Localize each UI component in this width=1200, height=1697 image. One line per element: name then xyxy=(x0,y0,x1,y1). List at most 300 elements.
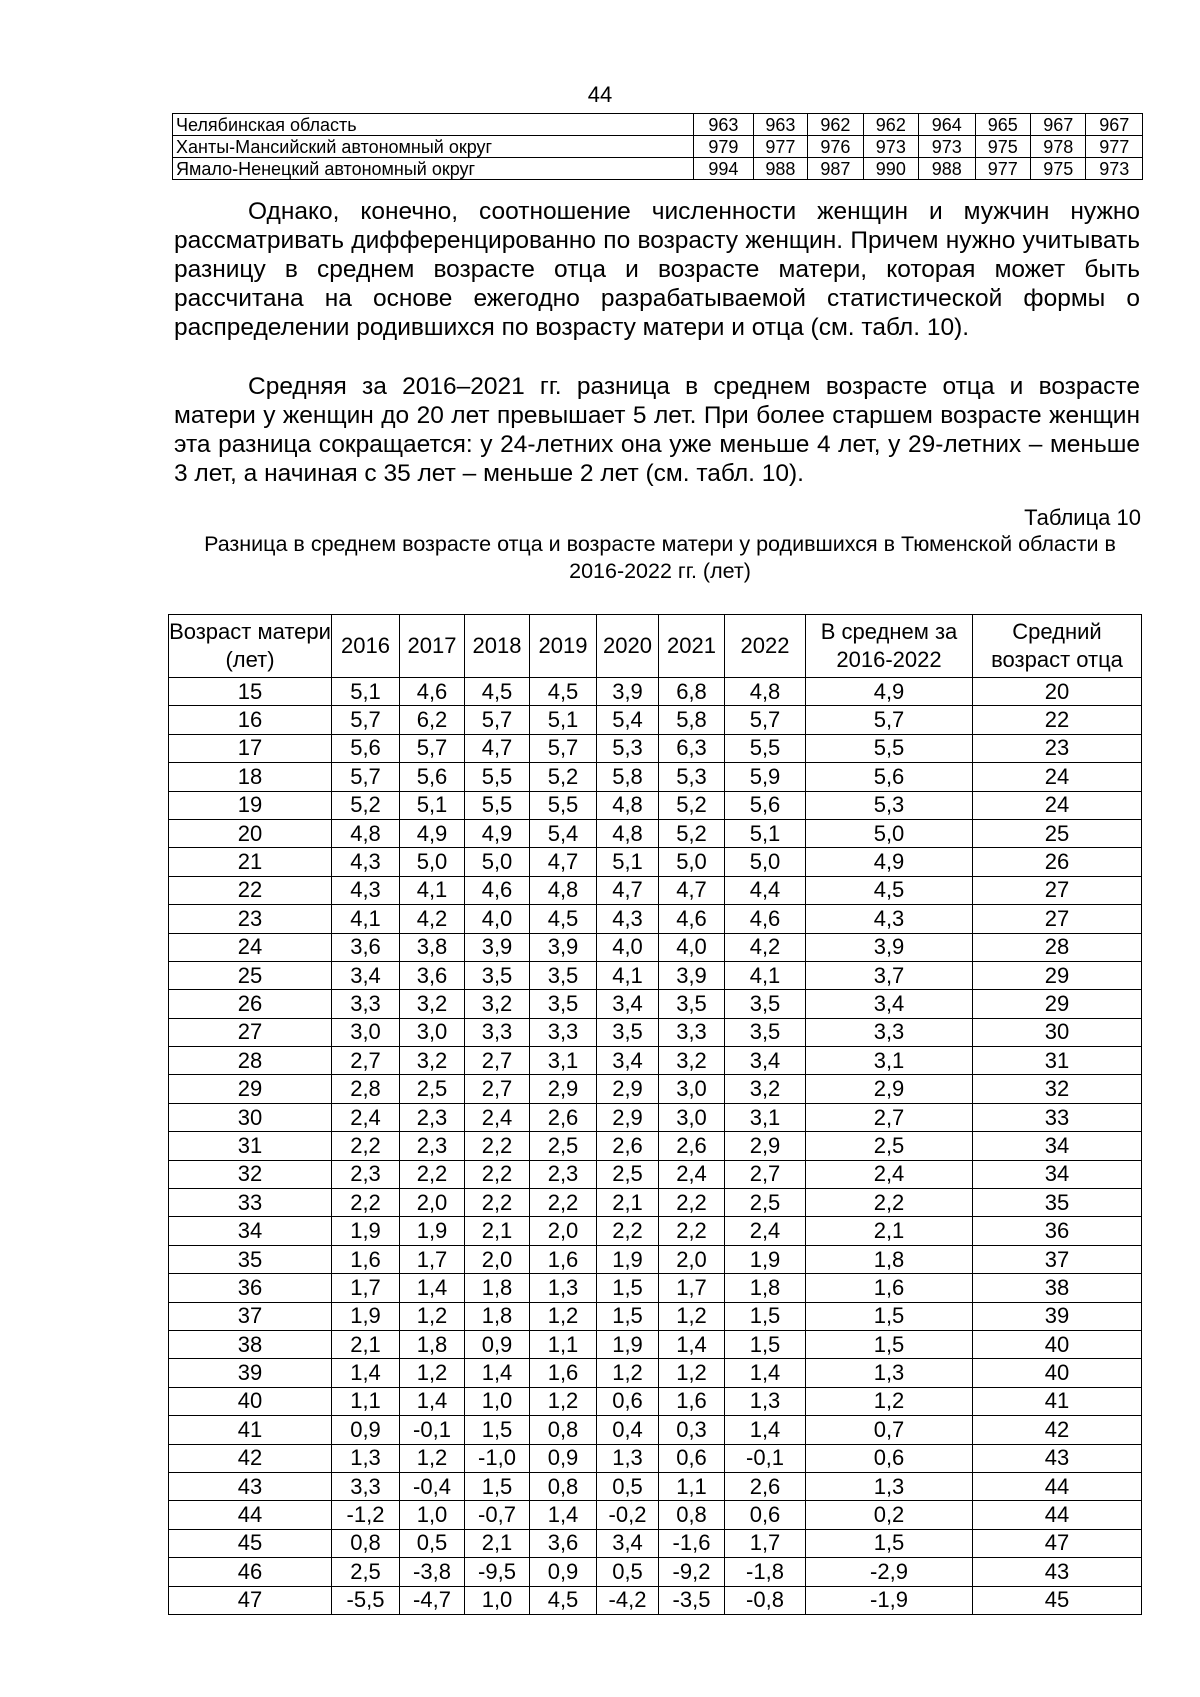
table-cell: 1,1 xyxy=(659,1472,725,1500)
table-cell: 1,9 xyxy=(597,1330,659,1358)
column-header: Средний возраст отца xyxy=(973,615,1142,678)
table-cell: 1,6 xyxy=(332,1245,400,1273)
table-cell: 1,4 xyxy=(659,1330,725,1358)
table-cell: 2,7 xyxy=(332,1047,400,1075)
region-value-cell: 973 xyxy=(1086,158,1143,180)
table-row xyxy=(169,1217,1142,1245)
table-row xyxy=(169,905,1142,933)
table-cell: 35 xyxy=(973,1189,1142,1217)
table-cell: 2,1 xyxy=(465,1529,530,1557)
mother-age-cell: 33 xyxy=(169,1189,332,1217)
table-cell: 0,7 xyxy=(806,1416,973,1444)
table-row xyxy=(169,1047,1142,1075)
table-cell: 1,5 xyxy=(597,1302,659,1330)
table-cell: 2,2 xyxy=(400,1160,465,1188)
table-cell: 2,1 xyxy=(806,1217,973,1245)
table-cell: 4,6 xyxy=(659,905,725,933)
table-cell: 3,4 xyxy=(597,1047,659,1075)
region-value-cell: 975 xyxy=(975,136,1030,158)
region-value-cell: 967 xyxy=(1031,114,1086,136)
table-cell: 2,4 xyxy=(725,1217,806,1245)
mother-age-cell: 40 xyxy=(169,1387,332,1415)
column-header: 2022 xyxy=(725,615,806,678)
table-row xyxy=(169,1245,1142,1273)
table-row xyxy=(169,1075,1142,1103)
table-cell: -0,7 xyxy=(465,1501,530,1529)
table-row xyxy=(169,1189,1142,1217)
table-cell: 1,3 xyxy=(530,1274,597,1302)
table-cell: -3,8 xyxy=(400,1558,465,1586)
table-cell: 5,0 xyxy=(465,848,530,876)
table-cell: 4,1 xyxy=(400,876,465,904)
table-cell: 1,6 xyxy=(530,1245,597,1273)
table-cell: 1,3 xyxy=(597,1444,659,1472)
table-cell: 4,6 xyxy=(725,905,806,933)
table-cell: 1,9 xyxy=(400,1217,465,1245)
table-cell: 31 xyxy=(973,1047,1142,1075)
mother-age-cell: 18 xyxy=(169,763,332,791)
table-cell: -1,6 xyxy=(659,1529,725,1557)
region-value-cell: 979 xyxy=(694,136,754,158)
table-number: Таблица 10 xyxy=(1024,505,1141,530)
table-cell: 1,4 xyxy=(400,1387,465,1415)
mother-age-cell: 20 xyxy=(169,819,332,847)
table-cell: 4,3 xyxy=(332,876,400,904)
table-cell: 0,5 xyxy=(597,1472,659,1500)
table-cell: 2,1 xyxy=(332,1330,400,1358)
table-cell: -0,8 xyxy=(725,1586,806,1614)
table-cell: 33 xyxy=(973,1103,1142,1131)
table-row xyxy=(169,791,1142,819)
table-cell: 1,4 xyxy=(400,1274,465,1302)
table-cell: 1,2 xyxy=(659,1359,725,1387)
table-cell: 1,9 xyxy=(725,1245,806,1273)
table-cell: 2,4 xyxy=(332,1103,400,1131)
table-cell: 5,7 xyxy=(400,734,465,762)
table-cell: 3,9 xyxy=(597,678,659,706)
table-cell: 20 xyxy=(973,678,1142,706)
table-cell: 3,4 xyxy=(806,990,973,1018)
table-cell: 3,0 xyxy=(659,1103,725,1131)
table-cell: 5,2 xyxy=(659,819,725,847)
table-cell: 3,5 xyxy=(659,990,725,1018)
region-value-cell: 977 xyxy=(753,136,807,158)
table-cell: -0,1 xyxy=(725,1444,806,1472)
region-value-cell: 975 xyxy=(1031,158,1086,180)
table-cell: 2,0 xyxy=(530,1217,597,1245)
table-cell: 3,5 xyxy=(725,990,806,1018)
mother-age-cell: 36 xyxy=(169,1274,332,1302)
table-cell: 4,8 xyxy=(597,791,659,819)
table-cell: 5,7 xyxy=(332,763,400,791)
table-cell: 2,2 xyxy=(806,1189,973,1217)
table-cell: 26 xyxy=(973,848,1142,876)
table-cell: 3,1 xyxy=(530,1047,597,1075)
region-name: Ямало-Ненецкий автономный округ xyxy=(173,158,694,180)
mother-age-cell: 23 xyxy=(169,905,332,933)
table-cell: 4,7 xyxy=(659,876,725,904)
table-cell: 3,5 xyxy=(530,961,597,989)
table-cell: 2,9 xyxy=(597,1103,659,1131)
table-cell: 2,9 xyxy=(530,1075,597,1103)
region-value-cell: 988 xyxy=(753,158,807,180)
table-cell: 1,5 xyxy=(597,1274,659,1302)
table-cell: 5,7 xyxy=(725,706,806,734)
region-value-cell: 967 xyxy=(1086,114,1143,136)
mother-age-cell: 22 xyxy=(169,876,332,904)
table-cell: 1,8 xyxy=(465,1302,530,1330)
column-header: Возраст матери (лет) xyxy=(169,615,332,678)
table-cell: 1,2 xyxy=(400,1444,465,1472)
column-header: 2021 xyxy=(659,615,725,678)
region-value-cell: 977 xyxy=(1086,136,1143,158)
table-cell: 3,8 xyxy=(400,933,465,961)
column-header: В среднем за 2016-2022 xyxy=(806,615,973,678)
mother-age-cell: 15 xyxy=(169,678,332,706)
table-cell: 1,5 xyxy=(465,1472,530,1500)
table-cell: 3,6 xyxy=(530,1529,597,1557)
table-cell: 23 xyxy=(973,734,1142,762)
mother-age-cell: 38 xyxy=(169,1330,332,1358)
table-row xyxy=(169,1529,1142,1557)
paragraph xyxy=(174,197,1140,342)
table-cell: 3,9 xyxy=(530,933,597,961)
table-cell: 5,2 xyxy=(530,763,597,791)
table-10 xyxy=(168,614,1142,1615)
column-header: 2019 xyxy=(530,615,597,678)
table-cell: 2,1 xyxy=(465,1217,530,1245)
table-cell: 3,5 xyxy=(725,1018,806,1046)
table-cell: 1,6 xyxy=(659,1387,725,1415)
table-cell: 4,8 xyxy=(597,819,659,847)
table-cell: 5,2 xyxy=(332,791,400,819)
table-cell: 1,4 xyxy=(332,1359,400,1387)
table-cell: 1,5 xyxy=(725,1330,806,1358)
table-cell: 3,4 xyxy=(725,1047,806,1075)
table-row xyxy=(169,734,1142,762)
column-header: 2016 xyxy=(332,615,400,678)
table-cell: 4,1 xyxy=(332,905,400,933)
table-cell: 5,5 xyxy=(725,734,806,762)
mother-age-cell: 42 xyxy=(169,1444,332,1472)
table-cell: 3,9 xyxy=(806,933,973,961)
table-cell: 4,6 xyxy=(400,678,465,706)
table-cell: 1,8 xyxy=(725,1274,806,1302)
table-cell: 4,3 xyxy=(597,905,659,933)
column-header: 2018 xyxy=(465,615,530,678)
paragraph-text: Средняя за 2016–2021 гг. разница в среднем возрасте отца и возрасте матери у женщин до 20 лет превышает 5 лет. При более старшем возрасте женщин эта разница сокращается: у 24-летних она уже меньше 4 лет, у 29-летних – меньше 3 лет, а начиная с 35 лет – меньше 2 лет (см. табл. 10). xyxy=(174,373,1140,487)
table-cell: 3,3 xyxy=(806,1018,973,1046)
table-cell: -0,4 xyxy=(400,1472,465,1500)
column-header: 2020 xyxy=(597,615,659,678)
table-cell: 3,1 xyxy=(725,1103,806,1131)
table-row xyxy=(169,1132,1142,1160)
table-row xyxy=(169,1444,1142,1472)
table-cell: 41 xyxy=(973,1387,1142,1415)
table-row xyxy=(169,1103,1142,1131)
table-cell: 1,2 xyxy=(659,1302,725,1330)
table-cell: 2,5 xyxy=(400,1075,465,1103)
table-cell: 5,0 xyxy=(725,848,806,876)
table-cell: 3,3 xyxy=(332,990,400,1018)
table-cell: 2,1 xyxy=(597,1189,659,1217)
table-cell: 1,3 xyxy=(725,1387,806,1415)
table-cell: 2,7 xyxy=(465,1075,530,1103)
table-cell: 3,6 xyxy=(400,961,465,989)
table-cell: 4,8 xyxy=(332,819,400,847)
table-cell: 1,4 xyxy=(465,1359,530,1387)
table-cell: 1,8 xyxy=(400,1330,465,1358)
table-cell: -4,7 xyxy=(400,1586,465,1614)
region-value-cell: 990 xyxy=(863,158,918,180)
table-cell: 4,8 xyxy=(725,678,806,706)
table-cell: 5,0 xyxy=(806,819,973,847)
table-cell: 1,0 xyxy=(465,1586,530,1614)
mother-age-cell: 29 xyxy=(169,1075,332,1103)
table-cell: 2,3 xyxy=(400,1103,465,1131)
table-cell: 2,0 xyxy=(465,1245,530,1273)
table-cell: 2,6 xyxy=(530,1103,597,1131)
table-cell: 4,5 xyxy=(530,905,597,933)
table-cell: 2,9 xyxy=(725,1132,806,1160)
table-cell: 4,8 xyxy=(530,876,597,904)
region-row xyxy=(173,158,1143,180)
table-cell: 1,9 xyxy=(597,1245,659,1273)
table-cell: 5,7 xyxy=(332,706,400,734)
table-cell: 4,2 xyxy=(400,905,465,933)
table-cell: 39 xyxy=(973,1302,1142,1330)
table-cell: 1,0 xyxy=(400,1501,465,1529)
table-cell: 5,7 xyxy=(465,706,530,734)
mother-age-cell: 43 xyxy=(169,1472,332,1500)
table-cell: 32 xyxy=(973,1075,1142,1103)
table-cell: 2,2 xyxy=(465,1189,530,1217)
table-cell: 45 xyxy=(973,1586,1142,1614)
table-cell: 4,9 xyxy=(806,678,973,706)
table-cell: 44 xyxy=(973,1501,1142,1529)
table-cell: 2,4 xyxy=(659,1160,725,1188)
table-row xyxy=(169,1472,1142,1500)
table-cell: 1,1 xyxy=(530,1330,597,1358)
table-cell: 1,2 xyxy=(806,1387,973,1415)
table-cell: 1,2 xyxy=(400,1302,465,1330)
table-cell: 5,8 xyxy=(597,763,659,791)
table-cell: 5,0 xyxy=(400,848,465,876)
table-cell: 1,2 xyxy=(597,1359,659,1387)
table-row xyxy=(169,1416,1142,1444)
table-row xyxy=(169,876,1142,904)
table-cell: 4,5 xyxy=(530,1586,597,1614)
table-cell: -1,0 xyxy=(465,1444,530,1472)
table-cell: 5,5 xyxy=(806,734,973,762)
table-cell: 0,5 xyxy=(597,1558,659,1586)
table-row xyxy=(169,1359,1142,1387)
table-cell: 5,6 xyxy=(400,763,465,791)
table-cell: 2,2 xyxy=(332,1189,400,1217)
paragraph xyxy=(174,372,1140,488)
table-cell: 2,2 xyxy=(332,1132,400,1160)
table-row xyxy=(169,1501,1142,1529)
table-cell: 3,4 xyxy=(597,990,659,1018)
page-number: 44 xyxy=(587,82,613,107)
table-row xyxy=(169,763,1142,791)
table-cell: 40 xyxy=(973,1330,1142,1358)
table-cell: 5,1 xyxy=(597,848,659,876)
table-cell: 4,6 xyxy=(465,876,530,904)
table-cell: 5,5 xyxy=(465,763,530,791)
table-cell: 1,8 xyxy=(465,1274,530,1302)
table-cell: 1,5 xyxy=(725,1302,806,1330)
table-cell: 2,3 xyxy=(400,1132,465,1160)
table-cell: 2,7 xyxy=(725,1160,806,1188)
table-cell: 44 xyxy=(973,1472,1142,1500)
table-cell: 4,3 xyxy=(806,905,973,933)
table-cell: 43 xyxy=(973,1558,1142,1586)
table-cell: 2,2 xyxy=(659,1217,725,1245)
table-cell: 3,5 xyxy=(465,961,530,989)
table-cell: 1,9 xyxy=(332,1302,400,1330)
table-cell: 0,9 xyxy=(530,1558,597,1586)
table-cell: 2,6 xyxy=(725,1472,806,1500)
table-cell: 0,5 xyxy=(400,1529,465,1557)
table-cell: 2,6 xyxy=(659,1132,725,1160)
table-cell: 3,6 xyxy=(332,933,400,961)
table-cell: 0,6 xyxy=(806,1444,973,1472)
table-cell: 5,3 xyxy=(806,791,973,819)
table-cell: 2,3 xyxy=(530,1160,597,1188)
table-cell: 4,5 xyxy=(530,678,597,706)
mother-age-cell: 47 xyxy=(169,1586,332,1614)
mother-age-cell: 21 xyxy=(169,848,332,876)
table-cell: 4,2 xyxy=(725,933,806,961)
mother-age-cell: 31 xyxy=(169,1132,332,1160)
table-cell: 34 xyxy=(973,1160,1142,1188)
region-value-cell: 973 xyxy=(919,136,976,158)
region-value-cell: 973 xyxy=(863,136,918,158)
table-caption: Разница в среднем возрасте отца и возрасте матери у родившихся в Тюменской области в 2016-2022 гг. (лет) xyxy=(204,532,1116,583)
table-cell: 4,9 xyxy=(806,848,973,876)
table-cell: 2,5 xyxy=(597,1160,659,1188)
table-cell: -2,9 xyxy=(806,1558,973,1586)
table-cell: 5,5 xyxy=(465,791,530,819)
column-header: 2017 xyxy=(400,615,465,678)
table-row xyxy=(169,933,1142,961)
table-cell: 3,3 xyxy=(659,1018,725,1046)
table-cell: 3,3 xyxy=(465,1018,530,1046)
table-cell: -0,1 xyxy=(400,1416,465,1444)
table-cell: -9,2 xyxy=(659,1558,725,1586)
table-cell: 43 xyxy=(973,1444,1142,1472)
table-cell: 2,0 xyxy=(659,1245,725,1273)
table-cell: 2,5 xyxy=(725,1189,806,1217)
table-cell: 3,0 xyxy=(659,1075,725,1103)
table-cell: 1,7 xyxy=(659,1274,725,1302)
table-cell: 1,5 xyxy=(806,1302,973,1330)
table-cell: 3,4 xyxy=(597,1529,659,1557)
table-cell: 38 xyxy=(973,1274,1142,1302)
table-row xyxy=(169,961,1142,989)
table-cell: 5,5 xyxy=(530,791,597,819)
table-row xyxy=(169,1558,1142,1586)
table-cell: 2,0 xyxy=(400,1189,465,1217)
table-cell: 36 xyxy=(973,1217,1142,1245)
table-row xyxy=(169,1586,1142,1614)
table-row xyxy=(169,1302,1142,1330)
mother-age-cell: 27 xyxy=(169,1018,332,1046)
table-cell: 4,0 xyxy=(597,933,659,961)
region-value-cell: 963 xyxy=(753,114,807,136)
table-cell: 1,6 xyxy=(530,1359,597,1387)
mother-age-cell: 16 xyxy=(169,706,332,734)
table-cell: 6,3 xyxy=(659,734,725,762)
table-cell: 4,9 xyxy=(400,819,465,847)
table-cell: 2,5 xyxy=(806,1132,973,1160)
table-cell: -9,5 xyxy=(465,1558,530,1586)
region-value-cell: 965 xyxy=(975,114,1030,136)
table-cell: 28 xyxy=(973,933,1142,961)
table-cell: 5,7 xyxy=(530,734,597,762)
table-cell: 4,1 xyxy=(597,961,659,989)
region-value-cell: 962 xyxy=(863,114,918,136)
table-cell: 4,1 xyxy=(725,961,806,989)
mother-age-cell: 19 xyxy=(169,791,332,819)
table-cell: 22 xyxy=(973,706,1142,734)
table-cell: 2,6 xyxy=(597,1132,659,1160)
table-cell: 29 xyxy=(973,961,1142,989)
table-cell: 0,6 xyxy=(659,1444,725,1472)
region-value-cell: 963 xyxy=(694,114,754,136)
table-cell: 0,8 xyxy=(530,1416,597,1444)
table-cell: 4,4 xyxy=(725,876,806,904)
table-cell: 1,0 xyxy=(465,1387,530,1415)
table-cell: 5,1 xyxy=(530,706,597,734)
table-cell: 3,4 xyxy=(332,961,400,989)
table-cell: 2,4 xyxy=(806,1160,973,1188)
region-value-cell: 994 xyxy=(694,158,754,180)
table-cell: 2,2 xyxy=(465,1160,530,1188)
table-cell: 0,9 xyxy=(465,1330,530,1358)
mother-age-cell: 26 xyxy=(169,990,332,1018)
table-cell: 5,1 xyxy=(725,819,806,847)
region-value-cell: 987 xyxy=(808,158,863,180)
mother-age-cell: 17 xyxy=(169,734,332,762)
table-cell: 25 xyxy=(973,819,1142,847)
table-cell: 2,2 xyxy=(597,1217,659,1245)
mother-age-cell: 45 xyxy=(169,1529,332,1557)
table-cell: 0,8 xyxy=(332,1529,400,1557)
table-row xyxy=(169,1387,1142,1415)
table-cell: 3,2 xyxy=(400,990,465,1018)
mother-age-cell: 35 xyxy=(169,1245,332,1273)
table-cell: 4,0 xyxy=(465,905,530,933)
table-row xyxy=(169,990,1142,1018)
table-cell: 1,7 xyxy=(725,1529,806,1557)
mother-age-cell: 24 xyxy=(169,933,332,961)
table-cell: -0,2 xyxy=(597,1501,659,1529)
table-cell: -3,5 xyxy=(659,1586,725,1614)
table-cell: 1,3 xyxy=(806,1359,973,1387)
region-name: Челябинская область xyxy=(173,114,694,136)
table-row xyxy=(169,1330,1142,1358)
table-cell: 3,3 xyxy=(530,1018,597,1046)
table-cell: 42 xyxy=(973,1416,1142,1444)
table-cell: -1,9 xyxy=(806,1586,973,1614)
table-cell: 1,2 xyxy=(530,1387,597,1415)
table-row xyxy=(169,1160,1142,1188)
mother-age-cell: 28 xyxy=(169,1047,332,1075)
table-cell: 4,7 xyxy=(530,848,597,876)
table-cell: 40 xyxy=(973,1359,1142,1387)
